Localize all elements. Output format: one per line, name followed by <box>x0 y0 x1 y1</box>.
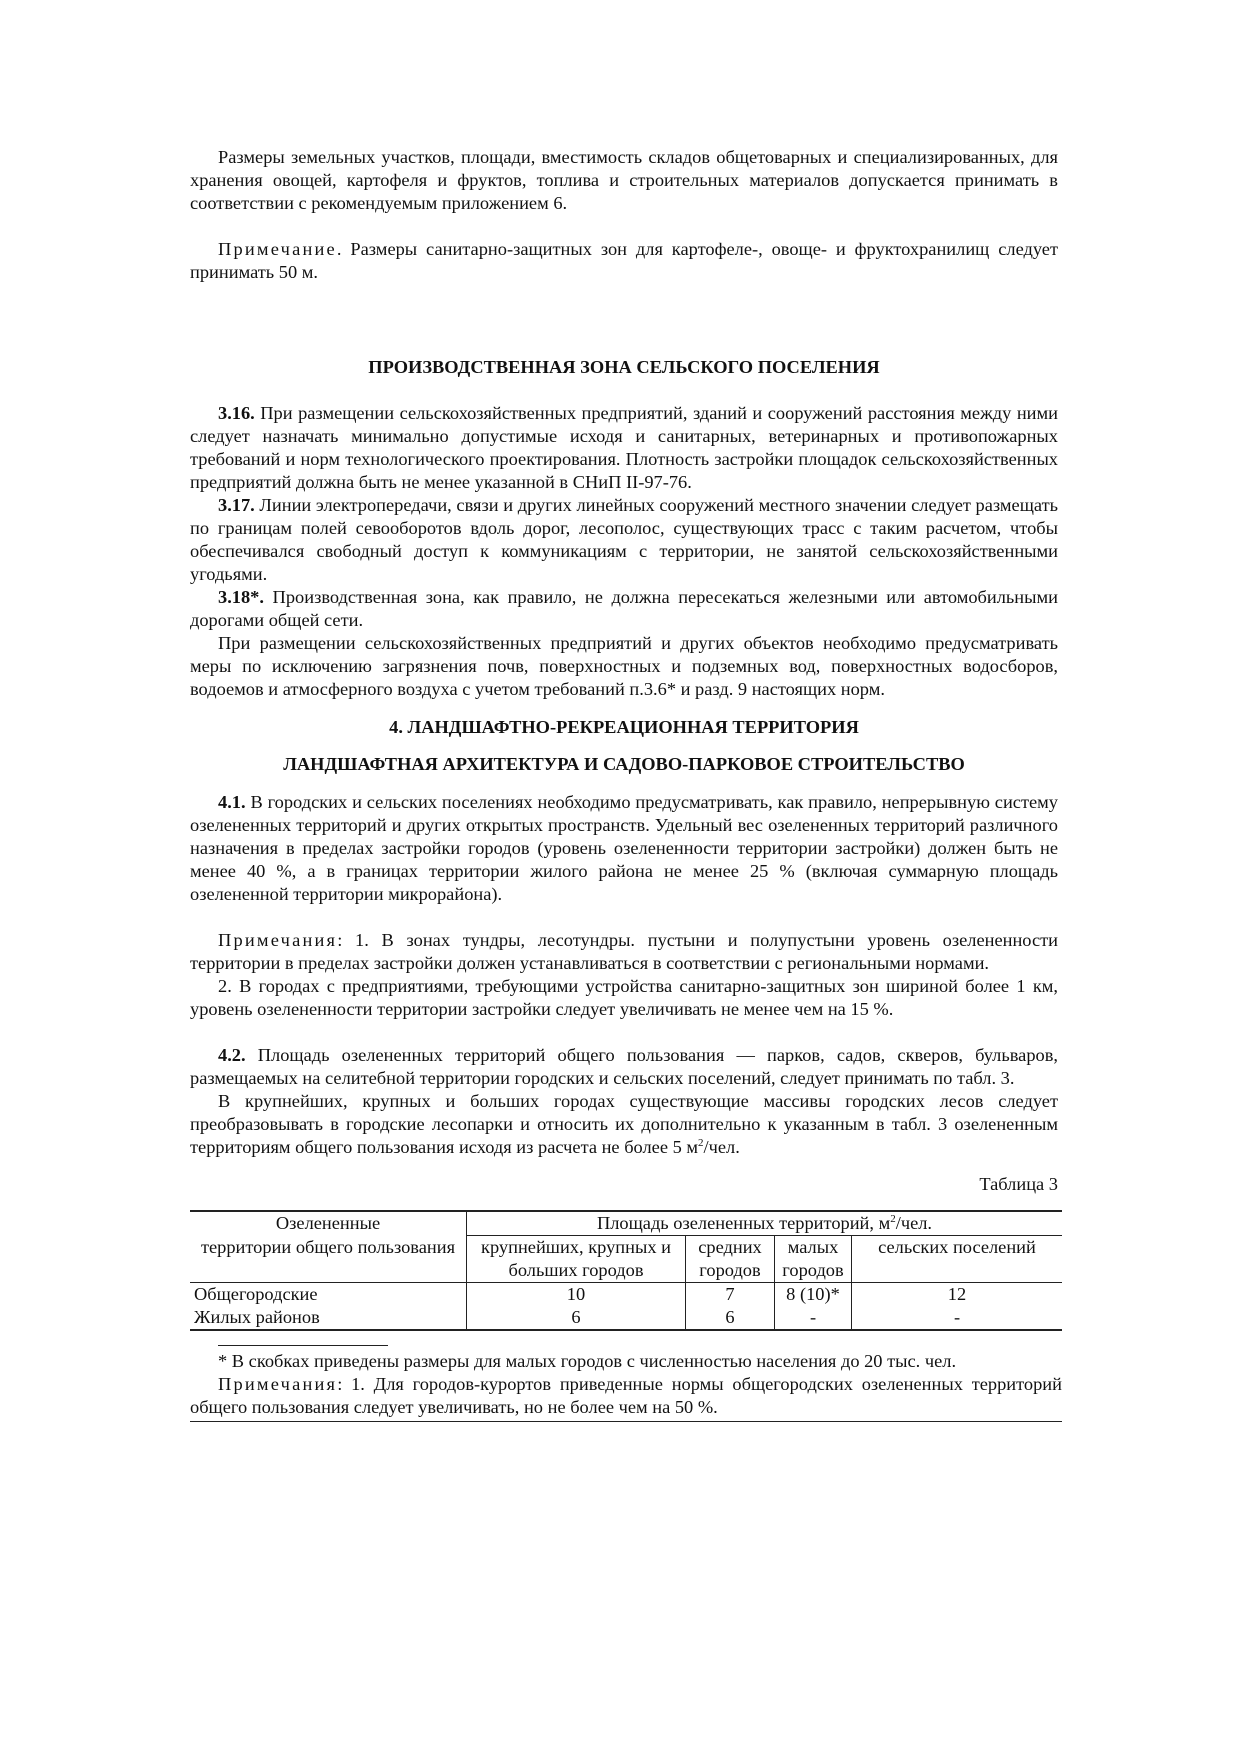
notes-greening-1 <box>190 929 1058 975</box>
table-subheader: сельских поселений <box>852 1236 1063 1283</box>
item-text: Площадь озелененных территорий общего пользования — парков, садов, скверов, бульваров, размещаемых на селитебной территории городских и сельских поселений, следует принимать по табл. 3. <box>190 1045 1058 1088</box>
superscript: 2 <box>890 1212 896 1225</box>
footnote-notes <box>190 1373 1062 1422</box>
item-number: 3.16. <box>218 403 255 423</box>
notes-label: Примечания <box>218 1374 338 1394</box>
notes-label: Примечания <box>218 930 338 950</box>
item-number: 4.1. <box>218 792 246 812</box>
notes-greening-2: 2. В городах с предприятиями, требующими устройства санитарно-защитных зон шириной более 1 км, уровень озелененности территории застройки следует увеличивать не менее чем на 15 %. <box>190 976 1058 1019</box>
greening-table <box>190 1210 1062 1331</box>
table-cell: 6 <box>686 1306 775 1330</box>
group-header-text: Площадь озелененных территорий, м <box>596 1213 891 1233</box>
paragraph-text-end: /чел. <box>703 1137 740 1157</box>
table-cell: 7 <box>686 1283 775 1307</box>
item-3-17 <box>190 494 1058 586</box>
notes-text: : 1. Для городов-курортов приведенные нормы общегородских озелененных территорий общего пользования следует увеличивать, но не более чем на 50 %. <box>190 1374 1062 1417</box>
table-cell: 12 <box>947 1284 967 1304</box>
item-text: При размещении сельскохозяйственных предприятий, зданий и сооружений расстояния между ними следует назначать минимально допустимые исходя и санитарных, ветеринарных и противопожарных требований и норм технологического проектирования. Плотность застройки площадок сельскохозяйственных предприятий должна быть не менее указанной в СНиП II-97-76. <box>190 403 1058 492</box>
table-row-name: Общегородские <box>190 1283 467 1307</box>
table-cell: 6 <box>467 1306 686 1330</box>
table-group-header <box>467 1211 1063 1236</box>
table-cell: - <box>775 1306 852 1330</box>
note-text: . Размеры санитарно-защитных зон для картофеле-, овоще- и фруктохранилищ следует принимать 50 м. <box>190 239 1058 282</box>
group-header-unit: /чел. <box>895 1213 933 1233</box>
item-3-16 <box>190 402 1058 494</box>
table-subheader: малых городов <box>775 1236 852 1283</box>
table-row <box>190 1306 1062 1330</box>
footnote: * В скобках приведены размеры для малых городов с численностью населения до 20 тыс. чел. <box>218 1351 957 1371</box>
note-label: Примечание <box>218 239 337 259</box>
table-cell: 10 <box>467 1283 686 1307</box>
item-4-2 <box>190 1044 1058 1090</box>
subchapter-title: ЛАНДШАФТНАЯ АРХИТЕКТУРА И САДОВО-ПАРКОВОЕ СТРОИТЕЛЬСТВО <box>283 754 965 774</box>
item-number: 3.18*. <box>218 587 264 607</box>
item-3-18 <box>190 586 1058 632</box>
superscript: 2 <box>698 1136 704 1149</box>
item-number: 4.2. <box>218 1045 246 1065</box>
paragraph-city-forests <box>190 1090 1058 1159</box>
item-text: Производственная зона, как правило, не должна пересекаться железными или автомобильными дорогами общей сети. <box>190 587 1058 630</box>
note-sanitary-zones <box>190 238 1058 284</box>
table-cell: - <box>852 1306 1063 1330</box>
chapter-title: 4. ЛАНДШАФТНО-РЕКРЕАЦИОННАЯ ТЕРРИТОРИЯ <box>389 717 859 737</box>
section-title: ПРОИЗВОДСТВЕННАЯ ЗОНА СЕЛЬСКОГО ПОСЕЛЕНИЯ <box>368 357 880 377</box>
document-page <box>190 146 1062 1422</box>
table-caption: Таблица 3 <box>979 1174 1058 1194</box>
table-header-row <box>190 1211 1062 1236</box>
table-subheader: крупнейших, крупных и больших городов <box>467 1236 686 1283</box>
notes-text: : 1. В зонах тундры, лесотундры. пустыни и полупустыни уровень озелененности территории в пределах застройки должен устанавливаться в соответствии с региональными нормами. <box>190 930 1058 973</box>
table-cell: 8 (10)* <box>775 1283 852 1307</box>
footnote-divider <box>218 1345 388 1346</box>
item-4-1 <box>190 791 1058 906</box>
item-number: 3.17. <box>218 495 255 515</box>
item-text: В городских и сельских поселениях необходимо предусматривать, как правило, непрерывную систему озелененных территорий и других открытых пространств. Удельный вес озелененных территорий различного назначения в пределах застройки городов (уровень озелененности территории застройки) должен быть не менее 40 %, а в границах территории жилого района не менее 25 % (включая суммарную площадь озелененной территории микрорайона). <box>190 792 1058 904</box>
paragraph-pollution-measures: При размещении сельскохозяйственных предприятий и других объектов необходимо предусматривать меры по исключению загрязнения почв, поверхностных и подземных вод, поверхностных водосборов, водоемов и атмосферного воздуха с учетом требований п.3.6* и разд. 9 настоящих норм. <box>190 633 1058 699</box>
table-subheader: средних городов <box>686 1236 775 1283</box>
table-col1-header-b: территории общего пользования <box>190 1236 467 1283</box>
table-row-name: Жилых районов <box>190 1306 467 1330</box>
paragraph-text: В крупнейших, крупных и больших городах существующие массивы городских лесов следует преобразовывать в городские лесопарки и относить их дополнительно к указанным в табл. 3 озелененным территориям общего пользования исходя из расчета не более 5 м <box>190 1091 1058 1157</box>
paragraph-storage-sizes: Размеры земельных участков, площади, вместимость складов общетоварных и специализированных, для хранения овощей, картофеля и фруктов, топлива и строительных материалов допускается принимать в соответствии с рекомендуемым приложением 6. <box>190 147 1058 213</box>
table-subheader-row <box>190 1236 1062 1283</box>
table-col1-header-a: Озелененные <box>190 1211 467 1236</box>
table-row <box>190 1283 1062 1307</box>
item-text: Линии электропередачи, связи и других линейных сооружений местного значении следует размещать по границам полей севооборотов вдоль дорог, лесополос, существующих трасс с таким расчетом, чтобы обеспечивался свободный доступ к коммуникациям с территории, не занятой сельскохозяйственными угодьями. <box>190 495 1058 584</box>
